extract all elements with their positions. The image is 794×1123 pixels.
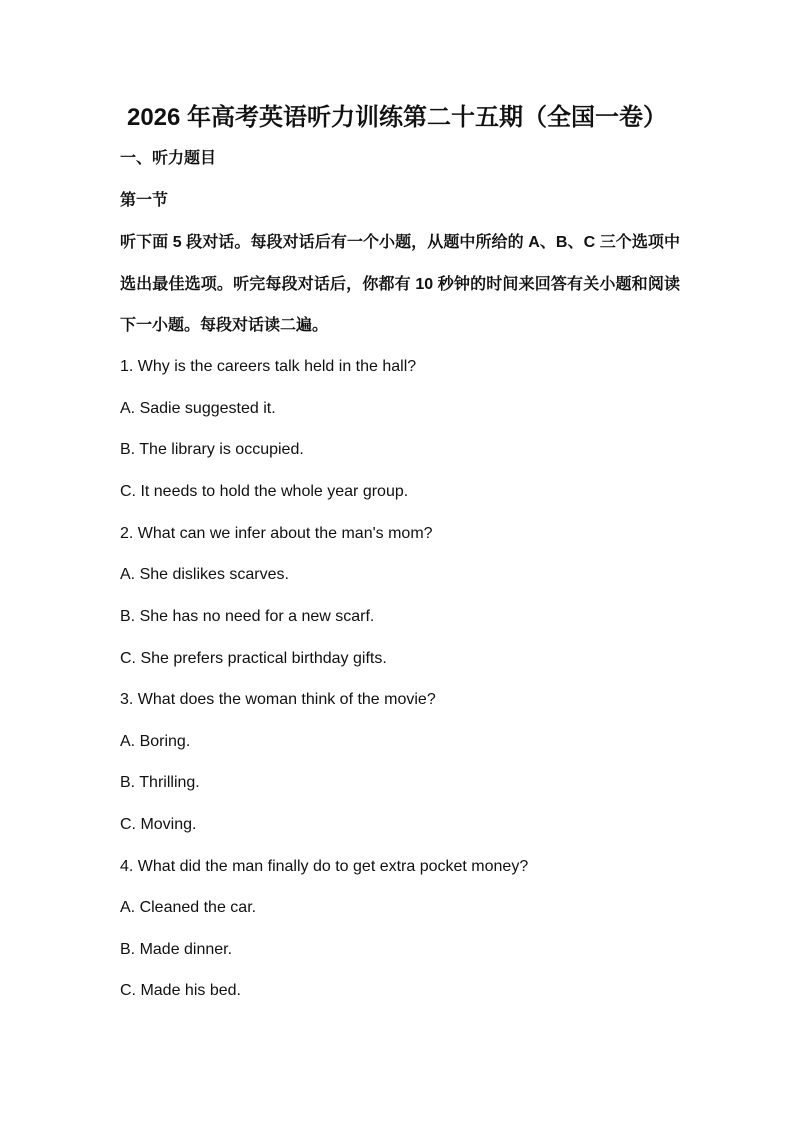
question-1-option-b: B. The library is occupied. (120, 441, 304, 458)
question-3-option-c: C. Moving. (120, 816, 197, 833)
question-4-option-b: B. Made dinner. (120, 941, 233, 958)
question-2-option-a: A. She dislikes scarves. (120, 566, 289, 583)
section-heading: 一、听力题目 (120, 150, 217, 167)
question-3-option-b: B. Thrilling. (120, 774, 200, 791)
question-2: 2. What can we infer about the man's mom? (120, 525, 433, 542)
question-1-option-c: C. It needs to hold the whole year group. (120, 483, 409, 500)
question-4-option-a: A. Cleaned the car. (120, 899, 257, 916)
question-2-option-c: C. She prefers practical birthday gifts. (120, 650, 387, 667)
instructions-paragraph: 听下面 5 段对话。每段对话后有一个小题，从题中所给的 A、B、C 三个选项中选出最佳选项。听完每段对话后，你都有 10 秒钟的时间来回答有关小题和阅读下一小题。每段对话读二遍。 (120, 234, 680, 335)
question-4: 4. What did the man finally do to get extra pocket money? (120, 858, 529, 875)
question-3: 3. What does the woman think of the movie? (120, 691, 436, 708)
question-1: 1. Why is the careers talk held in the hall? (120, 358, 417, 375)
question-2-option-b: B. She has no need for a new scarf. (120, 608, 375, 625)
question-4-option-c: C. Made his bed. (120, 982, 241, 999)
question-1-option-a: A. Sadie suggested it. (120, 400, 276, 417)
part-heading: 第一节 (120, 192, 169, 209)
question-3-option-a: A. Boring. (120, 733, 191, 750)
document-title: 2026 年高考英语听力训练第二十五期（全国一卷） (126, 104, 668, 131)
